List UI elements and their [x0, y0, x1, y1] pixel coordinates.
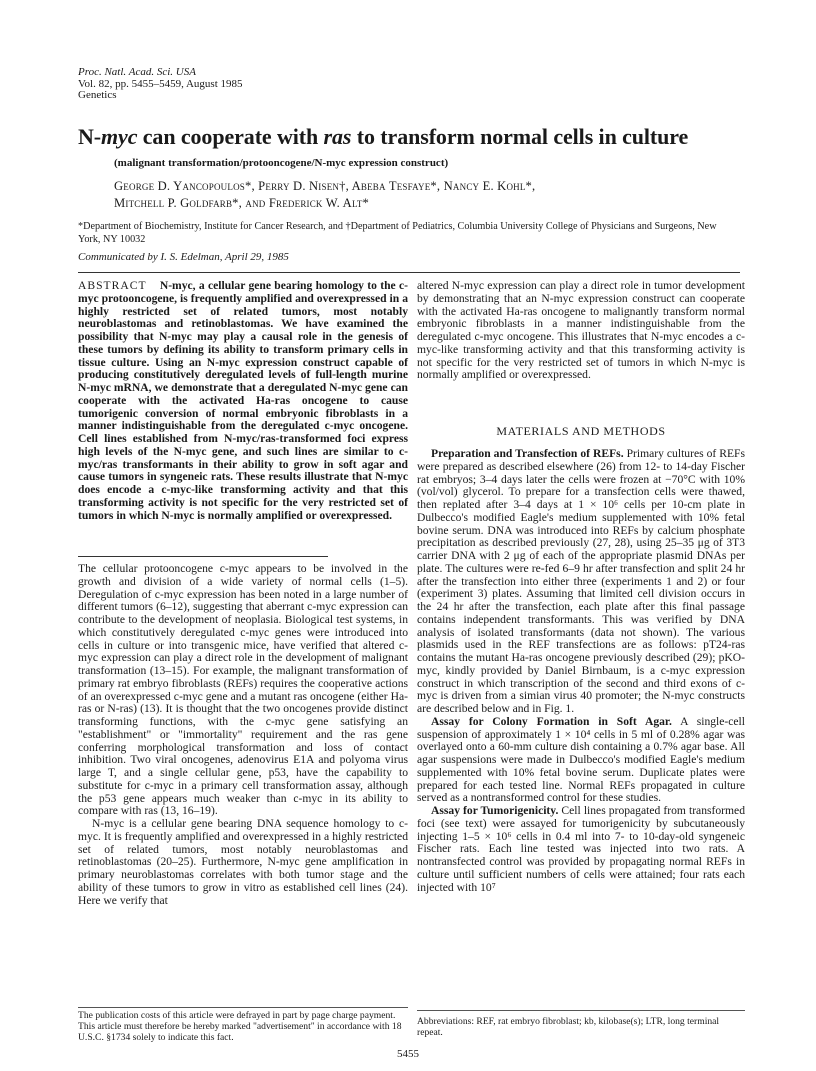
- subsection-heading: Assay for Colony Formation in Soft Agar.: [431, 714, 672, 728]
- journal-volume: Vol. 82, pp. 5455–5459, August 1985: [78, 77, 243, 90]
- methods-text: A single-cell suspension of approximately 1 × 10⁴ cells in 5 ml of 0.28% agar was overlayed onto a 60-mm culture dish containing a 0.7% agar base. All agar suspensions were made in Dulbecco's modified Eagle's medium supplemented with 10% fetal bovine serum. Duplicate plates were prepared for each tested line. Normal REFs propagated in culture served as a nontransformed control for these studies.: [417, 714, 745, 805]
- keywords: (malignant transformation/protooncogene/N-myc expression construct): [114, 157, 449, 169]
- authors-line: George D. Yancopoulos*, Perry D. Nisen†, Abeba Tesfaye*, Nancy E. Kohl*,: [114, 179, 536, 193]
- journal-header: [78, 67, 243, 102]
- publication-cost-footnote: The publication costs of this article were defrayed in part by page charge payment. This article must therefore be hereby marked "advertisement" in accordance with 18 U.S.C. §1734 solely to indicate this fact.: [78, 1010, 402, 1043]
- authors-line: Mitchell P. Goldfarb*, and Frederick W. Alt*: [114, 196, 370, 210]
- abstract-text: N-myc, a cellular gene bearing homology to the c-myc protooncogene, is frequently amplified and overexpressed in a highly restricted set of related tumors, most notably neuroblastomas and retinoblastomas. We have examined the possibility that N-myc may play a causal role in the genesis of these tumors by defining its ability to transform primary cells in tissue culture. Using an N-myc expression construct capable of producing constitutively deregulated levels of full-length murine N-myc mRNA, we demonstrate that a deregulated N-myc gene can cooperate with the activated Ha-ras oncogene to cause tumorigenic conversion of normal embryonic fibroblasts in a manner indistinguishable from the deregulated c-myc oncogene. Cell lines established from N-myc/ras-transformed foci express high levels of the N-myc gene, and such lines are similar to c-myc/ras transformants in their ability to grow in soft agar and cause tumors in syngeneic rats. These results illustrate that N-myc does encode a c-myc-like transforming activity and that this transforming activity is not specific for the very restricted set of tumors in which N-myc is normally amplified or overexpressed.: [78, 279, 408, 522]
- methods-paragraph: [417, 805, 745, 894]
- header-divider: [78, 272, 740, 273]
- subsection-heading: Assay for Tumorigenicity.: [431, 804, 559, 817]
- page-number: 5455: [397, 1048, 419, 1060]
- methods-text: Primary cultures of REFs were prepared as described elsewhere (26) from 12- to 14-day Fischer rat embryos; 3–4 days later the cells were frozen at −70°C with 10% (vol/vol) glycerol. To prepare for a transfection cells were thawed, then replated after 3–4 days at 1 × 10⁶ cells per 10-cm plate in Dulbecco's modified Eagle's medium supplemented with 10% fetal bovine serum. DNA was introduced into REFs by calcium phosphate precipitation as described previously (27, 28), using 25–35 μg of 3T3 carrier DNA with 2 μg of each of the appropriate plasmid DNAs per plate. The cultures were re-fed 6–9 hr after transfection and split 24 hr after the transfection into either three (experiments 1 and 2) or four (experiment 3) plates. Assuming that limited cell division occurs in the 24 hr after the transfection, each plate after this final passage contains independent transformants. This was verified by DNA analysis of isolated transformants (data not shown). The various plasmids used in the REF transfections are as follows: pT24-ras contains the mutant Ha-ras oncogene previously described (29); pKO-myc, kindly provided by Daniel Birnbaum, is a c-myc expression construct in which transcription of the second and third exons of c-myc is driven from a simian virus 40 promoter; the N-myc constructs are described below and in Fig. 1.: [417, 447, 745, 715]
- journal-section: Genetics: [78, 89, 117, 101]
- methods-section: [417, 448, 745, 894]
- methods-paragraph: [417, 716, 745, 805]
- title-part: ras: [323, 124, 352, 149]
- abbreviations-footnote: Abbreviations: REF, rat embryo fibroblast; kb, kilobase(s); LTR, long terminal repeat.: [417, 1016, 720, 1038]
- title-part: N-: [78, 124, 102, 149]
- article-title: [78, 124, 778, 150]
- title-part: can cooperate with: [137, 124, 324, 149]
- abstract-label: ABSTRACT: [78, 279, 147, 292]
- intro-continuation: altered N-myc expression can play a direct role in tumor development by demonstrating that an N-myc expression construct can cooperate with the activated Ha-ras oncogene to malignantly transform normal embryonic fibroblasts in a manner indistinguishable from the deregulated c-myc oncogene. This illustrates that N-myc encodes a c-myc-like transforming activity and that this transforming activity is not specific for the very restricted set of tumors in which N-myc is normally amplified or overexpressed.: [417, 279, 745, 382]
- authors: [114, 178, 535, 212]
- affiliation: *Department of Biochemistry, Institute for Cancer Research, and †Department of Pediatrics, Columbia University College of Physicians and Surgeons, New York, NY 10032: [78, 221, 717, 245]
- journal-name: Proc. Natl. Acad. Sci. USA: [78, 66, 196, 78]
- section-heading: MATERIALS AND METHODS: [496, 424, 666, 438]
- intro-paragraph: N-myc is a cellular gene bearing DNA sequence homology to c-myc. It is frequently amplified and overexpressed in a highly restricted set of related tumors, most notably neuroblastomas and retinoblastomas (20–25). Furthermore, N-myc gene amplification in primary neuroblastomas correlates with both tumor stage and the ability of these tumors to grow in vitro as established cell lines (24). Here we verify that: [78, 817, 408, 907]
- intro-paragraph: The cellular protooncogene c-myc appears to be involved in the growth and division of a wide variety of normal cells (1–5). Deregulation of c-myc expression has been noted in a large number of different tumors (6–12), suggesting that aberrant c-myc expression can contribute to the development of neoplasia. Biological test systems, in which constitutively deregulated c-myc genes were introduced into cells in culture or into transgenic mice, have verified that altered c-myc expression can play a direct role in the development of malignant transformation (13–15). For example, the malignant transformation of primary rat embryo fibroblasts (REFs) requires the cooperative actions of an overexpressed c-myc gene and a mutant ras oncogene (either Ha-ras or N-ras) (13). It is thought that the two oncogenes provide distinct transforming functions, with the c-myc gene satisfying an "establishment" or "immortality" requirement and the ras gene conferring morphological transformation and loss of contact inhibition. Two viral oncogenes, adenovirus E1A and polyoma virus large T, and a single cellular gene, p53, have the capability to substitute for c-myc in a primary cell transformation assay, although the p53 gene appears much weaker than c-myc in its ability to compare with ras (13, 16–19).: [78, 562, 408, 818]
- introduction: [78, 563, 408, 907]
- abbreviations-divider: [417, 1010, 745, 1011]
- abstract: [78, 280, 408, 522]
- methods-paragraph: [417, 448, 745, 716]
- abstract-divider: [78, 556, 328, 557]
- title-part: myc: [101, 124, 138, 149]
- communicated-by: Communicated by I. S. Edelman, April 29, 1985: [78, 251, 289, 263]
- methods-text: Cell lines propagated from transformed foci (see text) were assayed for tumorigenicity by subcutaneously injecting 1–5 × 10⁶ cells in 0.4 ml into 7- to 10-day-old syngeneic Fischer rats. Each line tested was injected into two rats. A nontransfected control was provided by propagating normal REFs in culture until sufficient numbers of cells were attained; four rats each injected with 10⁷: [417, 804, 745, 894]
- footnote-divider: [78, 1007, 408, 1008]
- title-part: to transform normal cells in culture: [351, 124, 689, 149]
- subsection-heading: Preparation and Transfection of REFs.: [431, 447, 624, 460]
